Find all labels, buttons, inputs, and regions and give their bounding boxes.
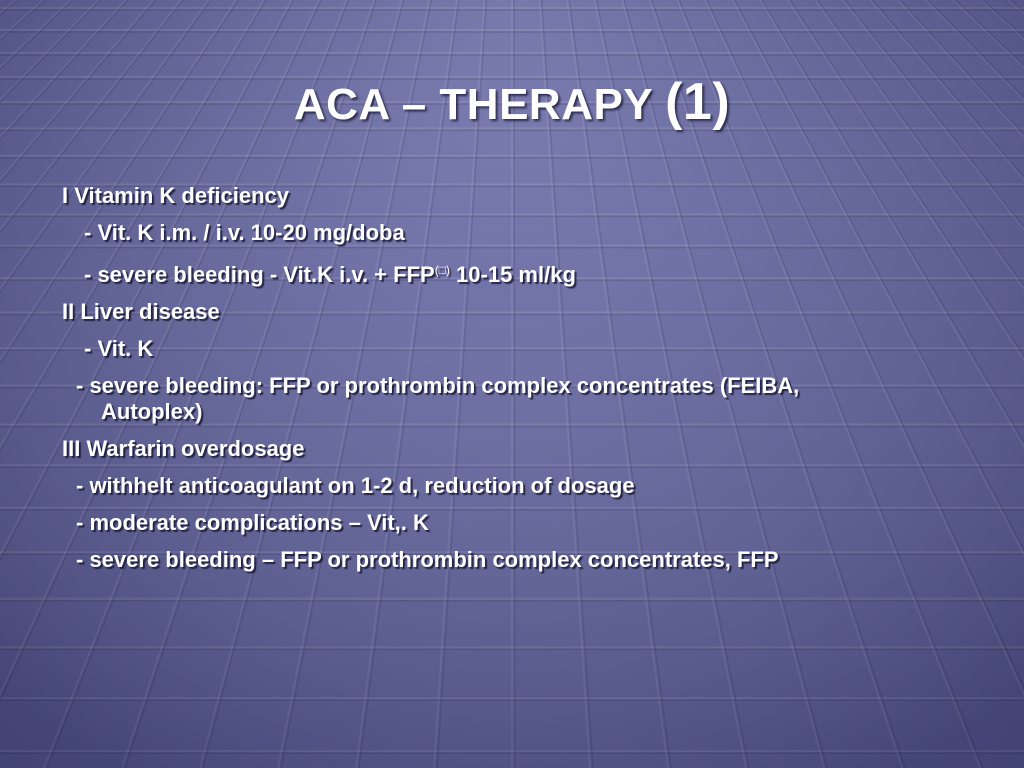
heading-vitamin-k-deficiency: I Vitamin K deficiency xyxy=(62,183,290,208)
ffp-dose-text: 10-15 ml/kg xyxy=(449,262,576,287)
bullet-severe-bleeding-ffp-pcc-continued: Autoplex) xyxy=(101,399,203,424)
bullet-severe-bleeding-vit-k-ffp xyxy=(62,257,962,288)
bullet-vit-k-dose: - Vit. K i.m. / i.v. 10-20 mg/doba xyxy=(84,220,405,245)
ffp-superscript-marker: (□) xyxy=(434,263,450,277)
bullet-severe-bleeding-ffp: - severe bleeding – FFP or prothrombin complex concentrates, FFP xyxy=(76,547,779,572)
title-number: (1) xyxy=(665,73,731,131)
heading-warfarin-overdosage: III Warfarin overdosage xyxy=(62,436,305,461)
heading-liver-disease: II Liver disease xyxy=(62,299,220,324)
slide-body xyxy=(62,183,962,584)
bullet-withhold-anticoagulant: - withhelt anticoagulant on 1-2 d, reduction of dosage xyxy=(76,473,635,498)
slide-title xyxy=(0,62,1024,145)
bullet-moderate-complications: - moderate complications – Vit,. K xyxy=(76,510,429,535)
bullet-vit-k: - Vit. K xyxy=(84,336,154,361)
bullet-severe-bleeding-text: - severe bleeding - Vit.K i.v. + FFP xyxy=(84,262,435,287)
title-main-text: ACA – THERAPY xyxy=(293,80,666,129)
bullet-severe-bleeding-ffp-pcc: - severe bleeding: FFP or prothrombin complex concentrates (FEIBA, xyxy=(76,373,800,398)
